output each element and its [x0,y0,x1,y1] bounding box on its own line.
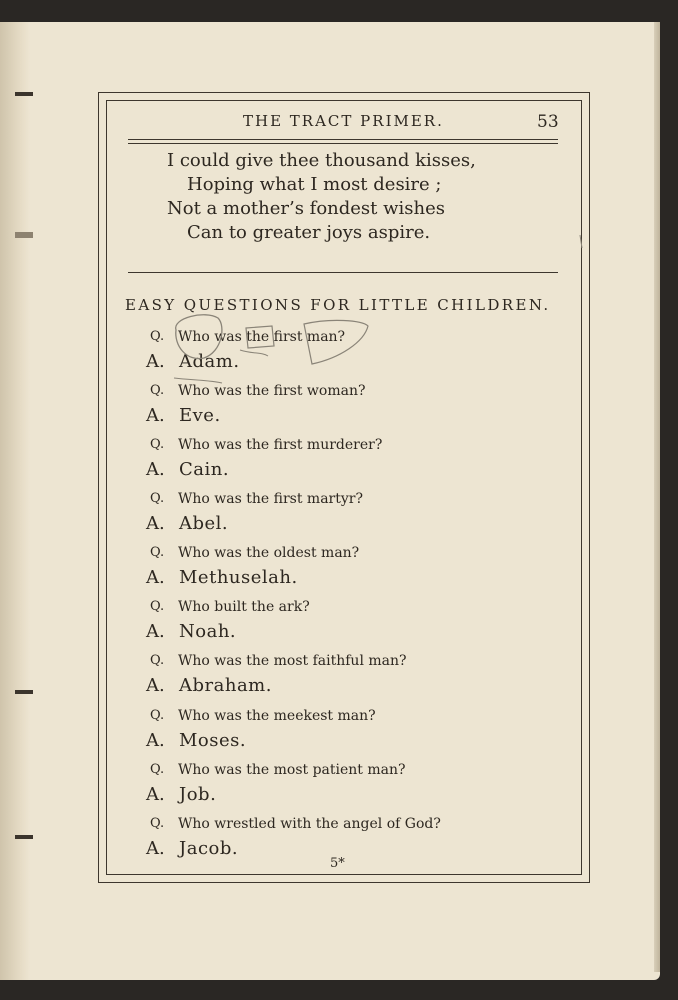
question-text: Who was the most faithful man? [178,653,407,669]
question-text: Who was the meekest man? [178,708,376,724]
question-label: Q. [150,329,165,344]
question-text: Who was the first woman? [178,383,366,399]
binding-stitch [15,835,33,839]
verse-line: I could give thee thousand kisses, [167,150,476,171]
answer-label: A. [146,730,165,751]
running-header: THE TRACT PRIMER. [243,112,444,130]
question-label: Q. [150,762,165,777]
question-text: Who was the first murderer? [178,437,383,453]
question-text: Who was the oldest man? [178,545,360,561]
answer-label: A. [146,351,165,372]
page-edge [654,22,660,972]
section-rule [128,272,558,273]
page-number: 53 [537,112,559,132]
question-text: Who wrestled with the angel of God? [178,816,441,832]
answer-label: A. [146,459,165,480]
answer-label: A. [146,621,165,642]
answer-text: Abraham. [179,675,272,696]
answer-text: Adam. [179,351,240,372]
binding-stitch [15,690,33,694]
answer-label: A. [146,513,165,534]
section-heading: EASY QUESTIONS FOR LITTLE CHILDREN. [125,296,551,314]
question-label: Q. [150,491,165,506]
question-label: Q. [150,816,165,831]
header-rule [128,143,558,144]
answer-text: Abel. [179,513,229,534]
question-label: Q. [150,708,165,723]
question-text: Who built the ark? [178,599,310,615]
question-label: Q. [150,383,165,398]
answer-text: Cain. [179,459,230,480]
answer-text: Eve. [179,405,221,426]
answer-label: A. [146,567,165,588]
question-label: Q. [150,437,165,452]
answer-text: Jacob. [179,838,239,859]
verse-line: Hoping what I most desire ; [187,174,442,195]
answer-label: A. [146,675,165,696]
question-label: Q. [150,653,165,668]
verse-line: Can to greater joys aspire. [187,222,431,243]
question-label: Q. [150,545,165,560]
answer-label: A. [146,405,165,426]
question-text: Who was the first man? [178,329,346,345]
answer-label: A. [146,784,165,805]
answer-label: A. [146,838,165,859]
question-label: Q. [150,599,165,614]
question-text: Who was the first martyr? [178,491,363,507]
answer-text: Noah. [179,621,237,642]
binding-stitch [15,92,33,96]
answer-text: Moses. [179,730,247,751]
signature-mark: 5* [330,856,345,871]
binding-stitch [15,232,33,238]
header-rule [128,139,558,140]
answer-text: Job. [179,784,217,805]
question-text: Who was the most patient man? [178,762,406,778]
answer-text: Methuselah. [179,567,298,588]
verse-line: Not a mother’s fondest wishes [167,198,446,219]
